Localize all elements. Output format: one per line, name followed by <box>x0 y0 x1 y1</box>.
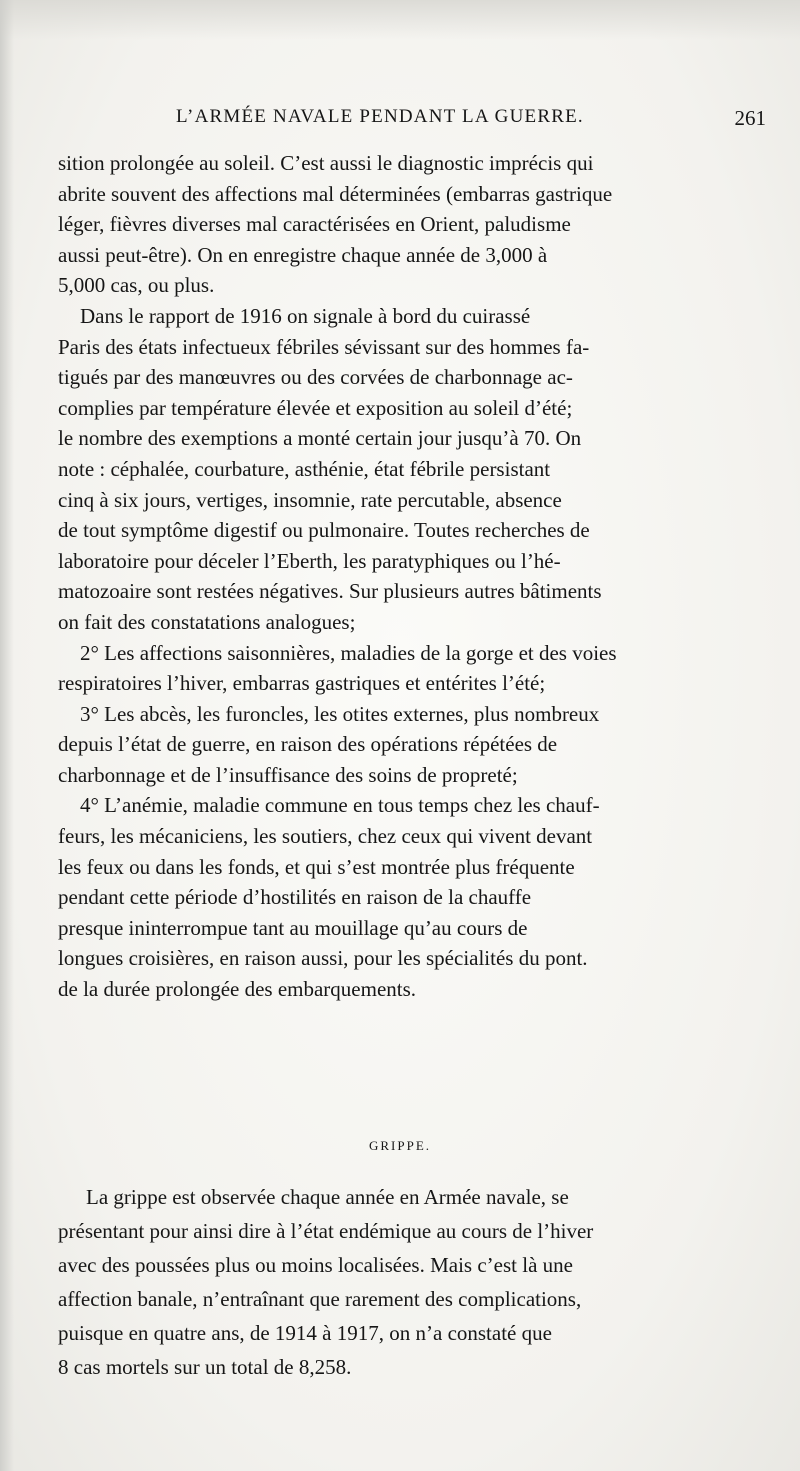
text-line: matozoaire sont restées négatives. Sur plusieurs autres bâtiments <box>58 579 602 604</box>
text-line: léger, fièvres diverses mal caractérisées en Orient, paludisme <box>58 212 571 237</box>
text-line: pendant cette période d’hostilités en raison de la chauffe <box>58 885 532 910</box>
text-line: sition prolongée au soleil. C’est aussi le diagnostic imprécis qui <box>58 151 594 175</box>
text-line: 4° L’anémie, maladie commune en tous temps chez les chauf- <box>80 793 600 818</box>
text-line: les feux ou dans les fonds, et qui s’est montrée plus fréquente <box>58 854 575 879</box>
text-line: avec des poussées plus ou moins localisées. Mais c’est là une <box>58 1253 573 1277</box>
section-heading: GRIPPE. <box>368 1138 432 1153</box>
text-line: Dans le rapport de 1916 on signale à bord du cuirassé <box>80 303 531 328</box>
main-text <box>58 148 766 1005</box>
text-line: laboratoire pour déceler l’Eberth, les paratyphiques ou l’hé- <box>58 548 561 573</box>
text-line: on fait des constatations analogues; <box>58 609 356 634</box>
text-line: 3° Les abcès, les furoncles, les otites externes, plus nombreux <box>80 701 600 726</box>
text-line: complies par température élevée et exposition au soleil d’été; <box>58 395 573 420</box>
text-line: tigués par des manœuvres ou des corvées de charbonnage ac- <box>58 365 573 390</box>
text-line: note : céphalée, courbature, asthénie, état fébrile persistant <box>58 456 551 481</box>
running-title: L’ARMÉE NAVALE PENDANT LA GUERRE. <box>176 106 584 127</box>
page-edge-shadow-left <box>0 0 14 1471</box>
text-line: Paris des états infectueux fébriles sévissant sur des hommes fa- <box>58 334 590 359</box>
text-line: 8 cas mortels sur un total de 8,258. <box>58 1355 352 1379</box>
text-line: depuis l’état de guerre, en raison des opérations répétées de <box>58 732 558 757</box>
section-text <box>58 1180 766 1384</box>
text-line: abrite souvent des affections mal déterminées (embarras gastrique <box>58 181 613 206</box>
text-line: La grippe est observée chaque année en Armée navale, se <box>86 1185 569 1209</box>
text-line: cinq à six jours, vertiges, insomnie, rate percutable, absence <box>58 487 562 512</box>
text-line: affection banale, n’entraînant que rarement des complications, <box>58 1287 582 1311</box>
text-line: le nombre des exemptions a monté certain jour jusqu’à 70. On <box>58 426 582 451</box>
text-line: presque ininterrompue tant au mouillage qu’au cours de <box>58 915 528 940</box>
text-line: longues croisières, en raison aussi, pour les spécialités du pont. <box>58 946 588 971</box>
page-header <box>60 106 766 136</box>
page-number: 261 <box>734 106 766 130</box>
text-line: de tout symptôme digestif ou pulmonaire. Toutes recherches de <box>58 518 590 543</box>
page-edge-shadow-top <box>0 0 800 40</box>
text-line: de la durée prolongée des embarquements. <box>58 977 417 1002</box>
text-line: charbonnage et de l’insuffisance des soins de propreté; <box>58 762 518 787</box>
text-line: respiratoires l’hiver, embarras gastriques et entérites l’été; <box>58 671 546 696</box>
text-line: puisque en quatre ans, de 1914 à 1917, on n’a constaté que <box>58 1321 552 1345</box>
text-line: aussi peut-être). On en enregistre chaque année de 3,000 à <box>58 242 548 267</box>
text-line: feurs, les mécaniciens, les soutiers, chez ceux qui vivent devant <box>58 824 593 849</box>
text-line: présentant pour ainsi dire à l’état endémique au cours de l’hiver <box>58 1219 594 1243</box>
text-line: 5,000 cas, ou plus. <box>58 273 215 298</box>
text-line: 2° Les affections saisonnières, maladies de la gorge et des voies <box>80 640 617 665</box>
